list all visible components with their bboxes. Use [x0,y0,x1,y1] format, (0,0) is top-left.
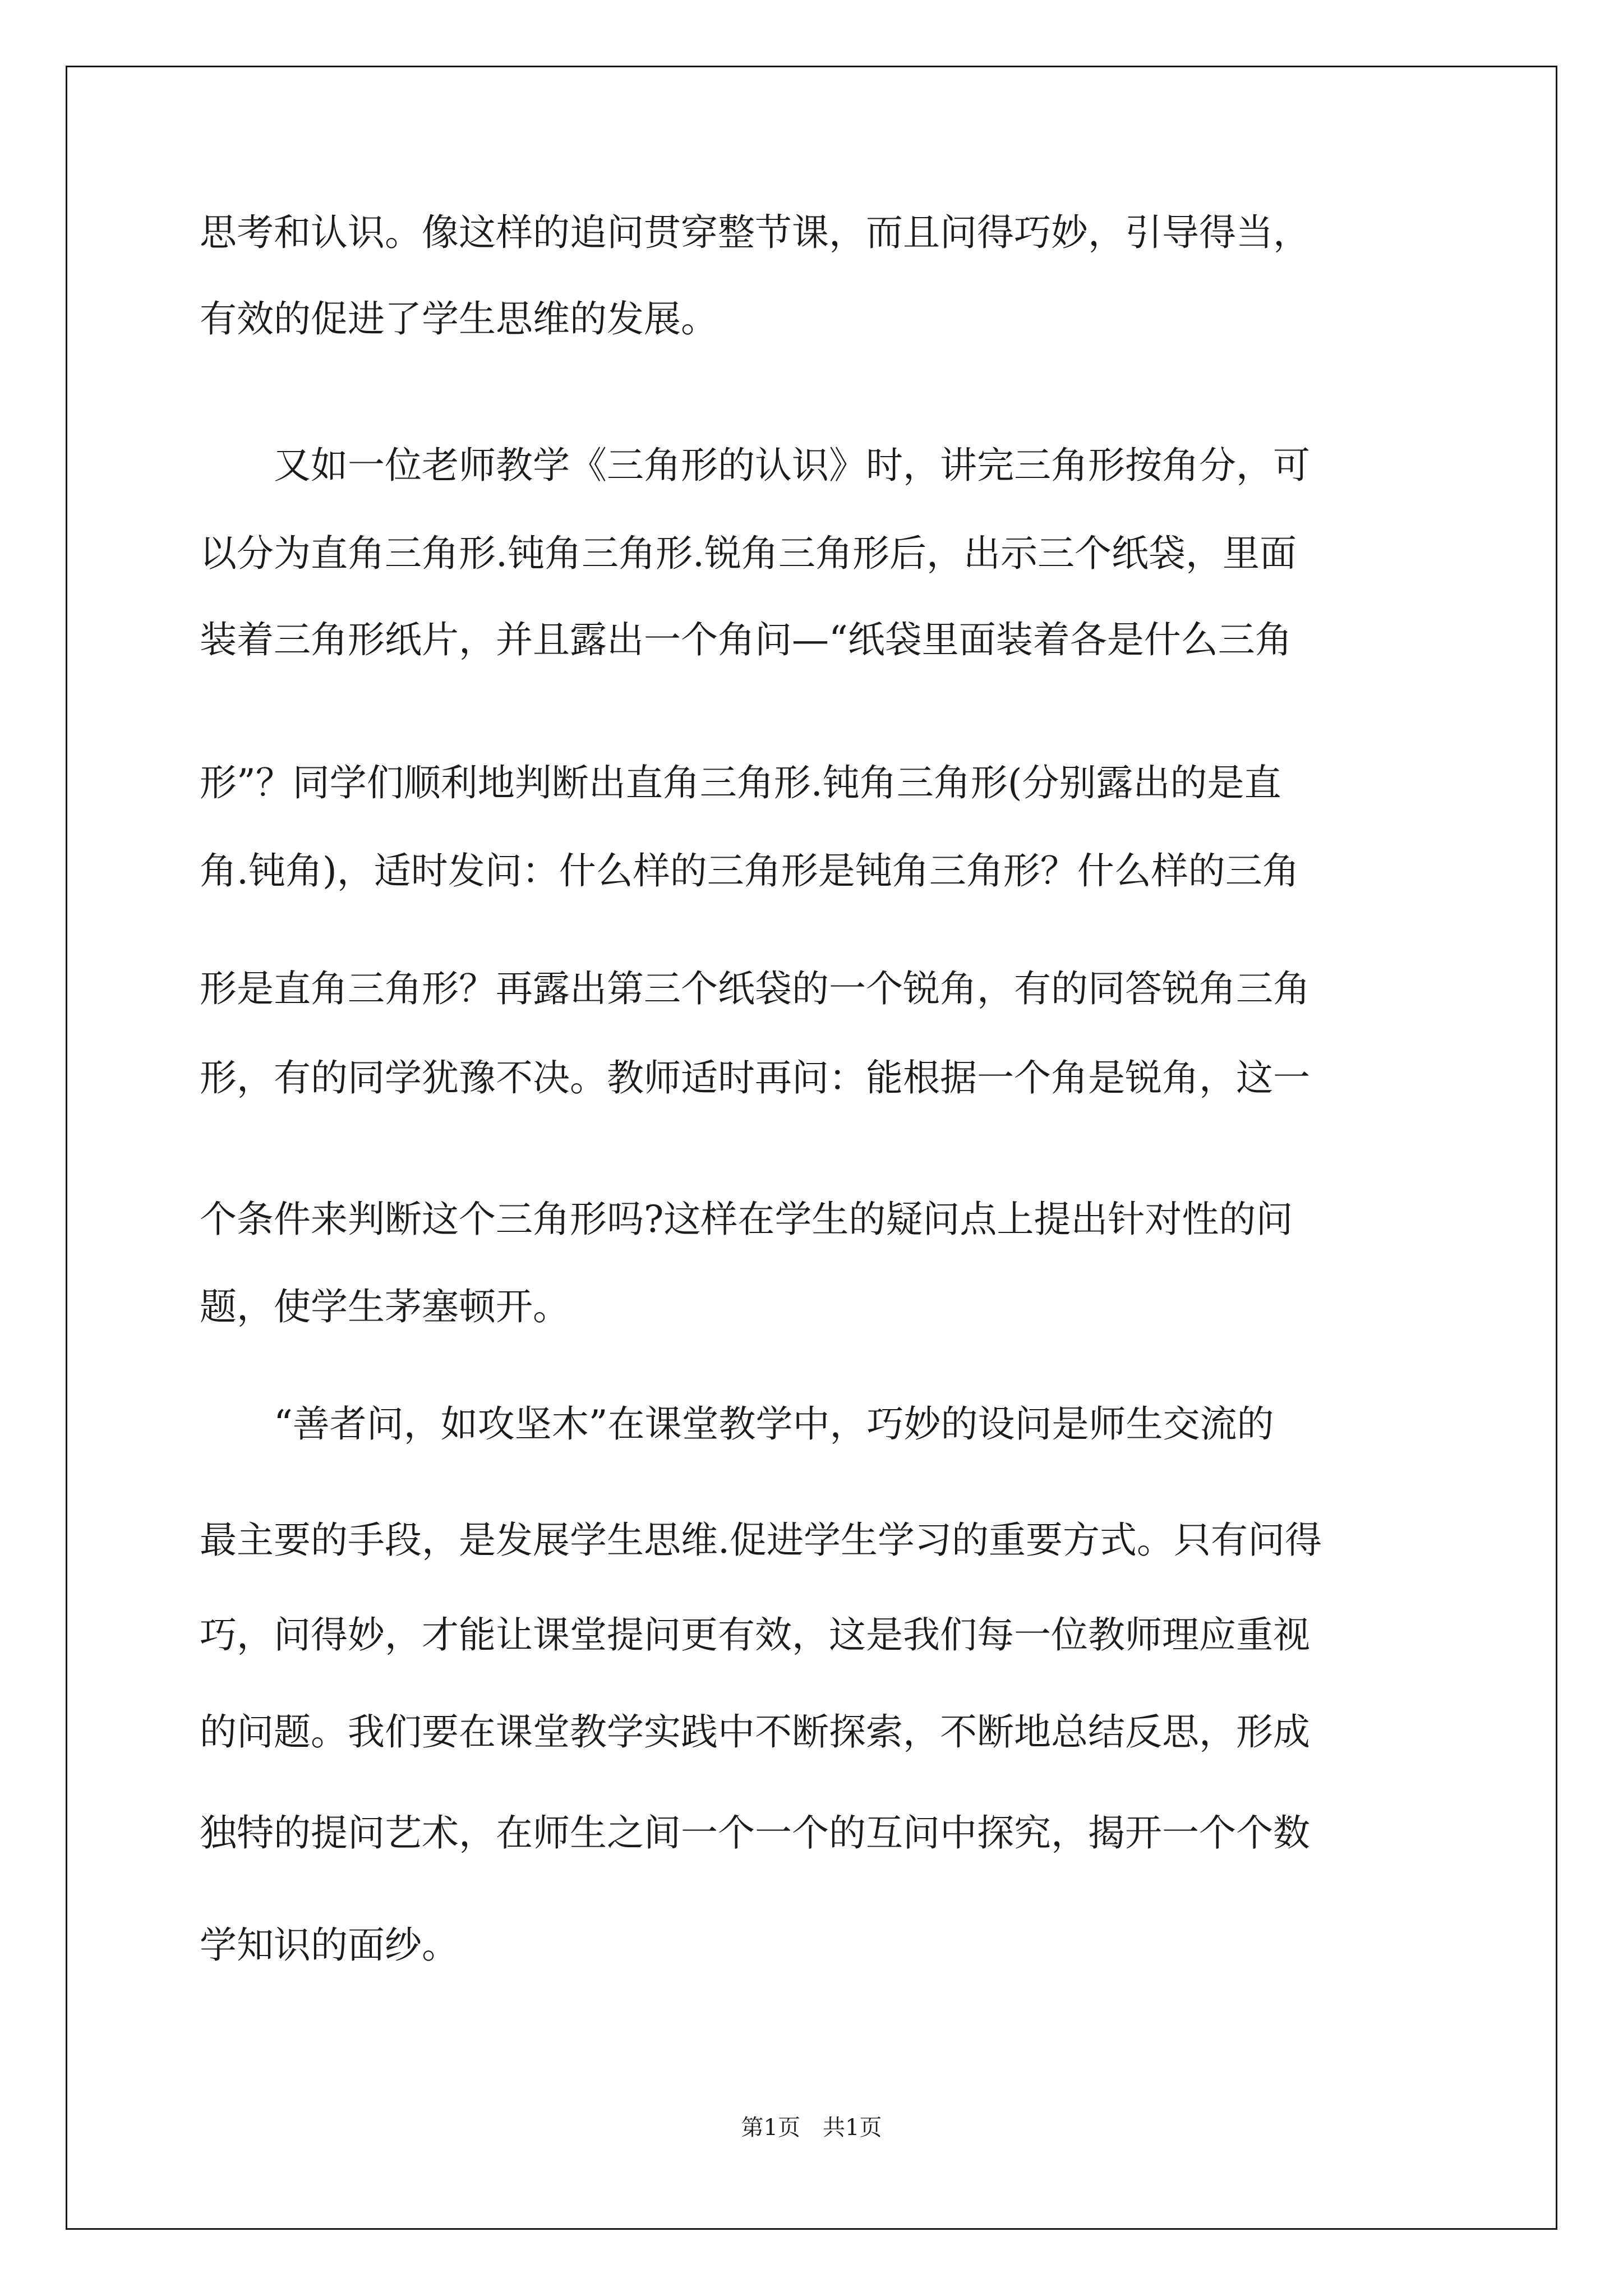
text-line: 以分为直角三角形.钝角三角形.锐角三角形后，出示三个纸袋，里面 [200,532,1297,575]
page-border [66,66,1557,2230]
text-line: 巧，问得妙，才能让课堂提问更有效，这是我们每一位教师理应重视 [200,1613,1310,1657]
text-line: 形是直角三角形？再露出第三个纸袋的一个锐角，有的同答锐角三角 [200,967,1310,1010]
text-line: 又如一位老师教学《三角形的认识》时，讲完三角形按角分，可 [200,444,1310,487]
text-line: 的问题。我们要在课堂教学实践中不断探索，不断地总结反思，形成 [200,1710,1310,1754]
text-line: 独特的提问艺术，在师生之间一个一个的互问中探究，揭开一个个数 [200,1811,1310,1855]
text-line: 个条件来判断这个三角形吗?这样在学生的疑问点上提出针对性的问 [200,1198,1293,1241]
text-line: 形”？同学们顺利地判断出直角三角形.钝角三角形(分别露出的是直 [200,761,1281,804]
text-line: 题，使学生茅塞顿开。 [200,1285,570,1328]
text-line: 学知识的面纱。 [200,1924,459,1967]
text-line: 有效的促进了学生思维的发展。 [200,297,718,341]
page-number-footer: 第1页 共1页 [741,2115,882,2141]
text-line: “善者问，如攻坚木”在课堂教学中，巧妙的设问是师生交流的 [200,1402,1274,1446]
text-line: 形，有的同学犹豫不决。教师适时再问：能根据一个角是锐角，这一 [200,1056,1310,1099]
text-line: 思考和认识。像这样的追问贯穿整节课，而且问得巧妙，引导得当， [200,211,1310,254]
text-line: 装着三角形纸片，并且露出一个角问—“纸袋里面装着各是什么三角 [200,618,1292,661]
text-line: 最主要的手段，是发展学生思维.促进学生学习的重要方式。只有问得 [200,1519,1322,1562]
text-line: 角.钝角)，适时发问：什么样的三角形是钝角三角形？什么样的三角 [200,849,1299,892]
